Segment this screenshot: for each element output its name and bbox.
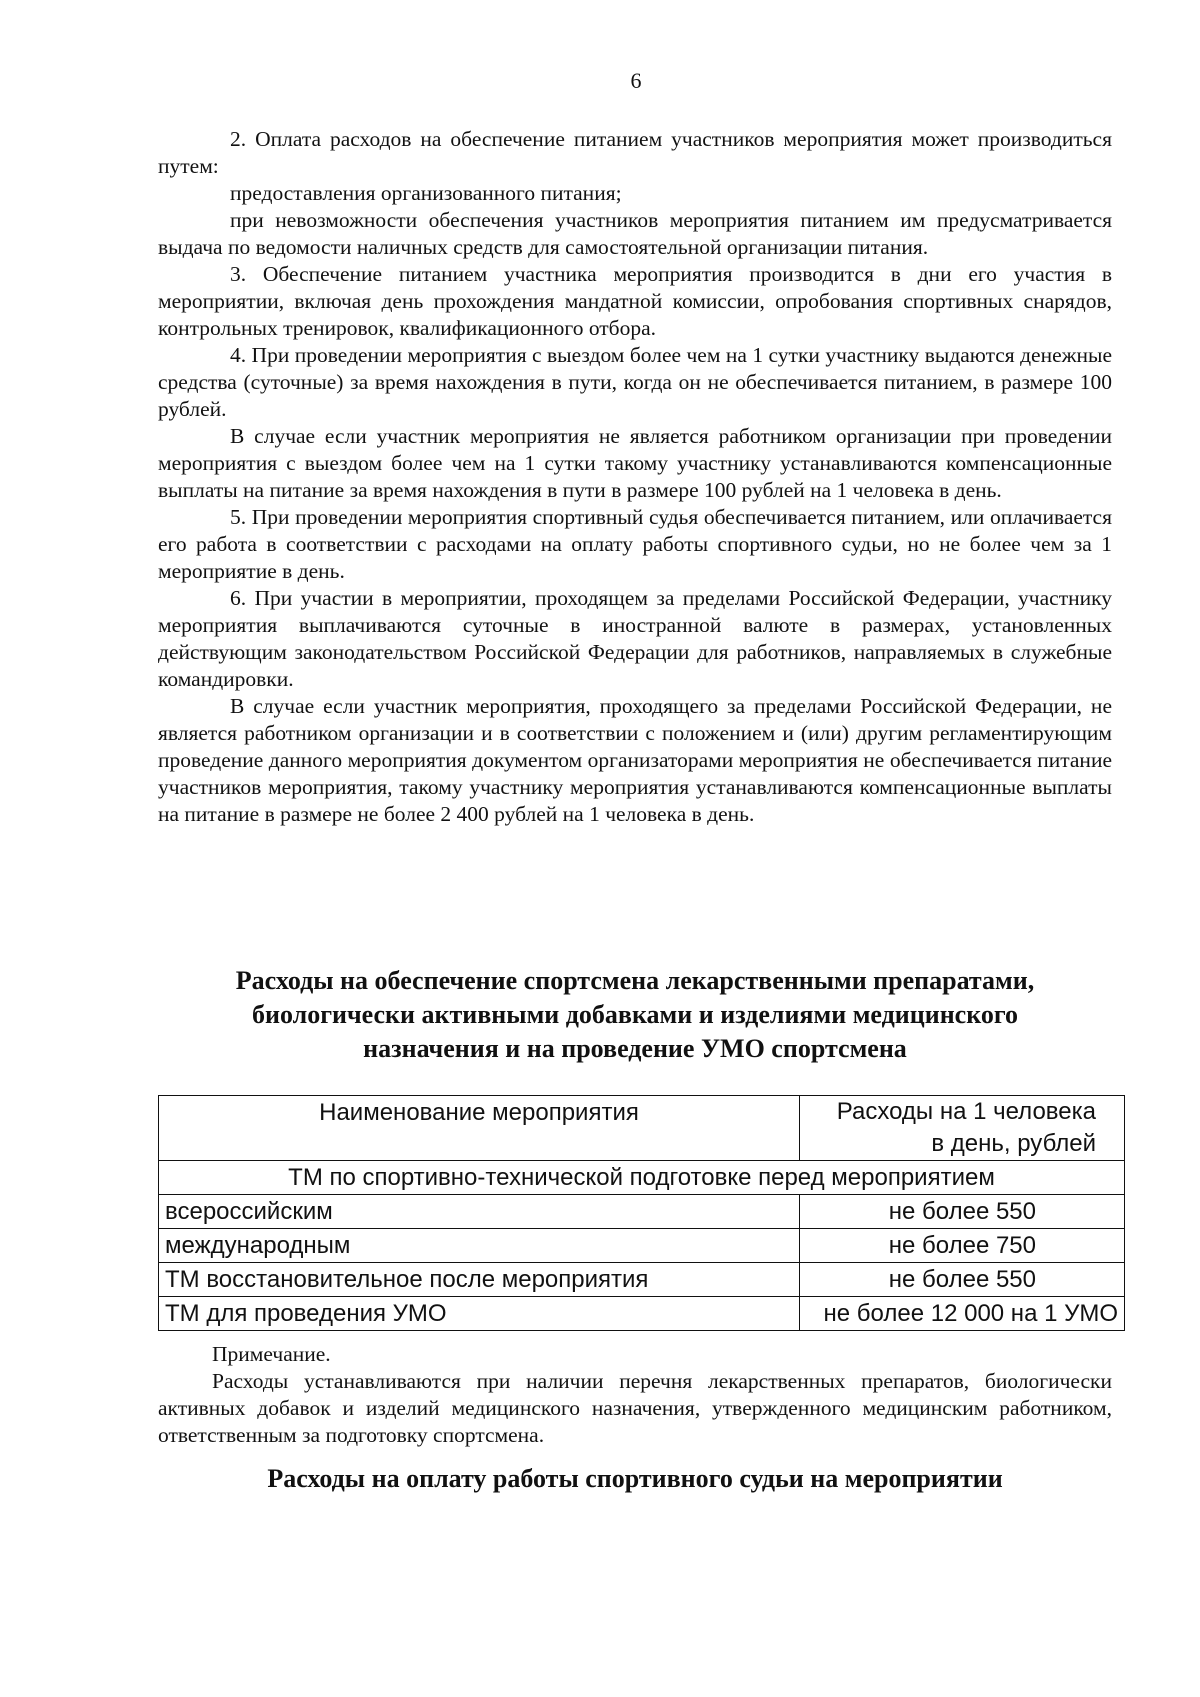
paragraph-cash-food: при невозможности обеспечения участников мероприятия питанием им предусматривается выдача по ведомости наличных средств для самостоятельной организации питания. xyxy=(158,208,1112,259)
paragraph-organized-food: предоставления организованного питания; xyxy=(230,181,622,205)
table-group-row xyxy=(159,1161,1125,1195)
paragraph-4-travel-allowance: 4. При проведении мероприятия с выездом более чем на 1 сутки участнику выдаются денежные средства (суточные) за время нахождения в пути, когда он не обеспечивается питанием, в размере 100 рублей. xyxy=(158,343,1112,421)
header-name-cell: Наименование мероприятия xyxy=(159,1096,800,1161)
note-label: Примечание. xyxy=(212,1342,331,1366)
row-name-cell: всероссийским xyxy=(159,1195,800,1229)
header-cost-line: в день, рублей xyxy=(931,1130,1096,1157)
row-cost-cell: не более 750 xyxy=(800,1229,1125,1263)
header-cost-line: Расходы на 1 человека xyxy=(836,1098,1096,1125)
row-name-cell: международным xyxy=(159,1229,800,1263)
costs-table xyxy=(158,1095,1125,1331)
paragraph-2-food-payment: 2. Оплата расходов на обеспечение питанием участников мероприятия может производиться путем: xyxy=(158,127,1112,178)
section-title-medical xyxy=(158,964,1112,1066)
group-label-cell: ТМ по спортивно-технической подготовке перед мероприятием xyxy=(159,1161,1125,1195)
section-title-line: Расходы на обеспечение спортсмена лекарственными препаратами, xyxy=(235,966,1035,995)
section-title-referee: Расходы на оплату работы спортивного судьи на мероприятии xyxy=(267,1464,1003,1493)
section-title-line: назначения и на проведение УМО спортсмена xyxy=(363,1034,907,1063)
section-title-line: биологически активными добавками и изделиями медицинского xyxy=(251,1000,1019,1029)
table-row xyxy=(159,1229,1125,1263)
paragraph-non-employee-abroad: В случае если участник мероприятия, проходящего за пределами Российской Федерации, не является работником организации и в соответствии с положением и (или) другим регламентирующим проведение данного мероприятия документом организаторами мероприятия не обеспечивается питание участников мероприятия, такому участнику мероприятия устанавливаются компенсационные выплаты на питание в размере не более 2 400 рублей на 1 человека в день. xyxy=(158,694,1112,826)
body-text xyxy=(158,126,1112,828)
row-name-cell: ТМ для проведения УМО xyxy=(159,1297,800,1331)
row-cost-cell: не более 550 xyxy=(800,1195,1125,1229)
table-row xyxy=(159,1297,1125,1331)
table-row xyxy=(159,1263,1125,1297)
note-block xyxy=(158,1341,1112,1449)
row-name-cell: ТМ восстановительное после мероприятия xyxy=(159,1263,800,1297)
paragraph-6-abroad: 6. При участии в мероприятии, проходящем за пределами Российской Федерации, участнику мероприятия выплачиваются суточные в иностранной валюте в размерах, установленных действующим законодательством Российской Федерации для работников, направляемых в служебные командировки. xyxy=(158,586,1112,691)
note-text: Расходы устанавливаются при наличии перечня лекарственных препаратов, биологически активных добавок и изделий медицинского назначения, утвержденного медицинским работником, ответственным за подготовку спортсмена. xyxy=(158,1369,1112,1447)
row-cost-cell: не более 12 000 на 1 УМО xyxy=(800,1297,1125,1331)
header-cost-cell xyxy=(800,1096,1125,1161)
table-header-row xyxy=(159,1096,1125,1161)
paragraph-3-food-days: 3. Обеспечение питанием участника мероприятия производится в дни его участия в мероприятии, включая день прохождения мандатной комиссии, опробования спортивных снарядов, контрольных тренировок, квалификационного отбора. xyxy=(158,262,1112,340)
page-number: 6 xyxy=(630,68,642,93)
table-row xyxy=(159,1195,1125,1229)
row-cost-cell: не более 550 xyxy=(800,1263,1125,1297)
paragraph-5-referee: 5. При проведении мероприятия спортивный судья обеспечивается питанием, или оплачивается его работа в соответствии с расходами на оплату работы спортивного судьи, но не более чем за 1 мероприятие в день. xyxy=(158,505,1112,583)
paragraph-non-employee-travel: В случае если участник мероприятия не является работником организации при проведении мероприятия с выездом более чем на 1 сутки такому участнику устанавливаются компенсационные выплаты на питание за время нахождения в пути в размере 100 рублей на 1 человека в день. xyxy=(158,424,1112,502)
